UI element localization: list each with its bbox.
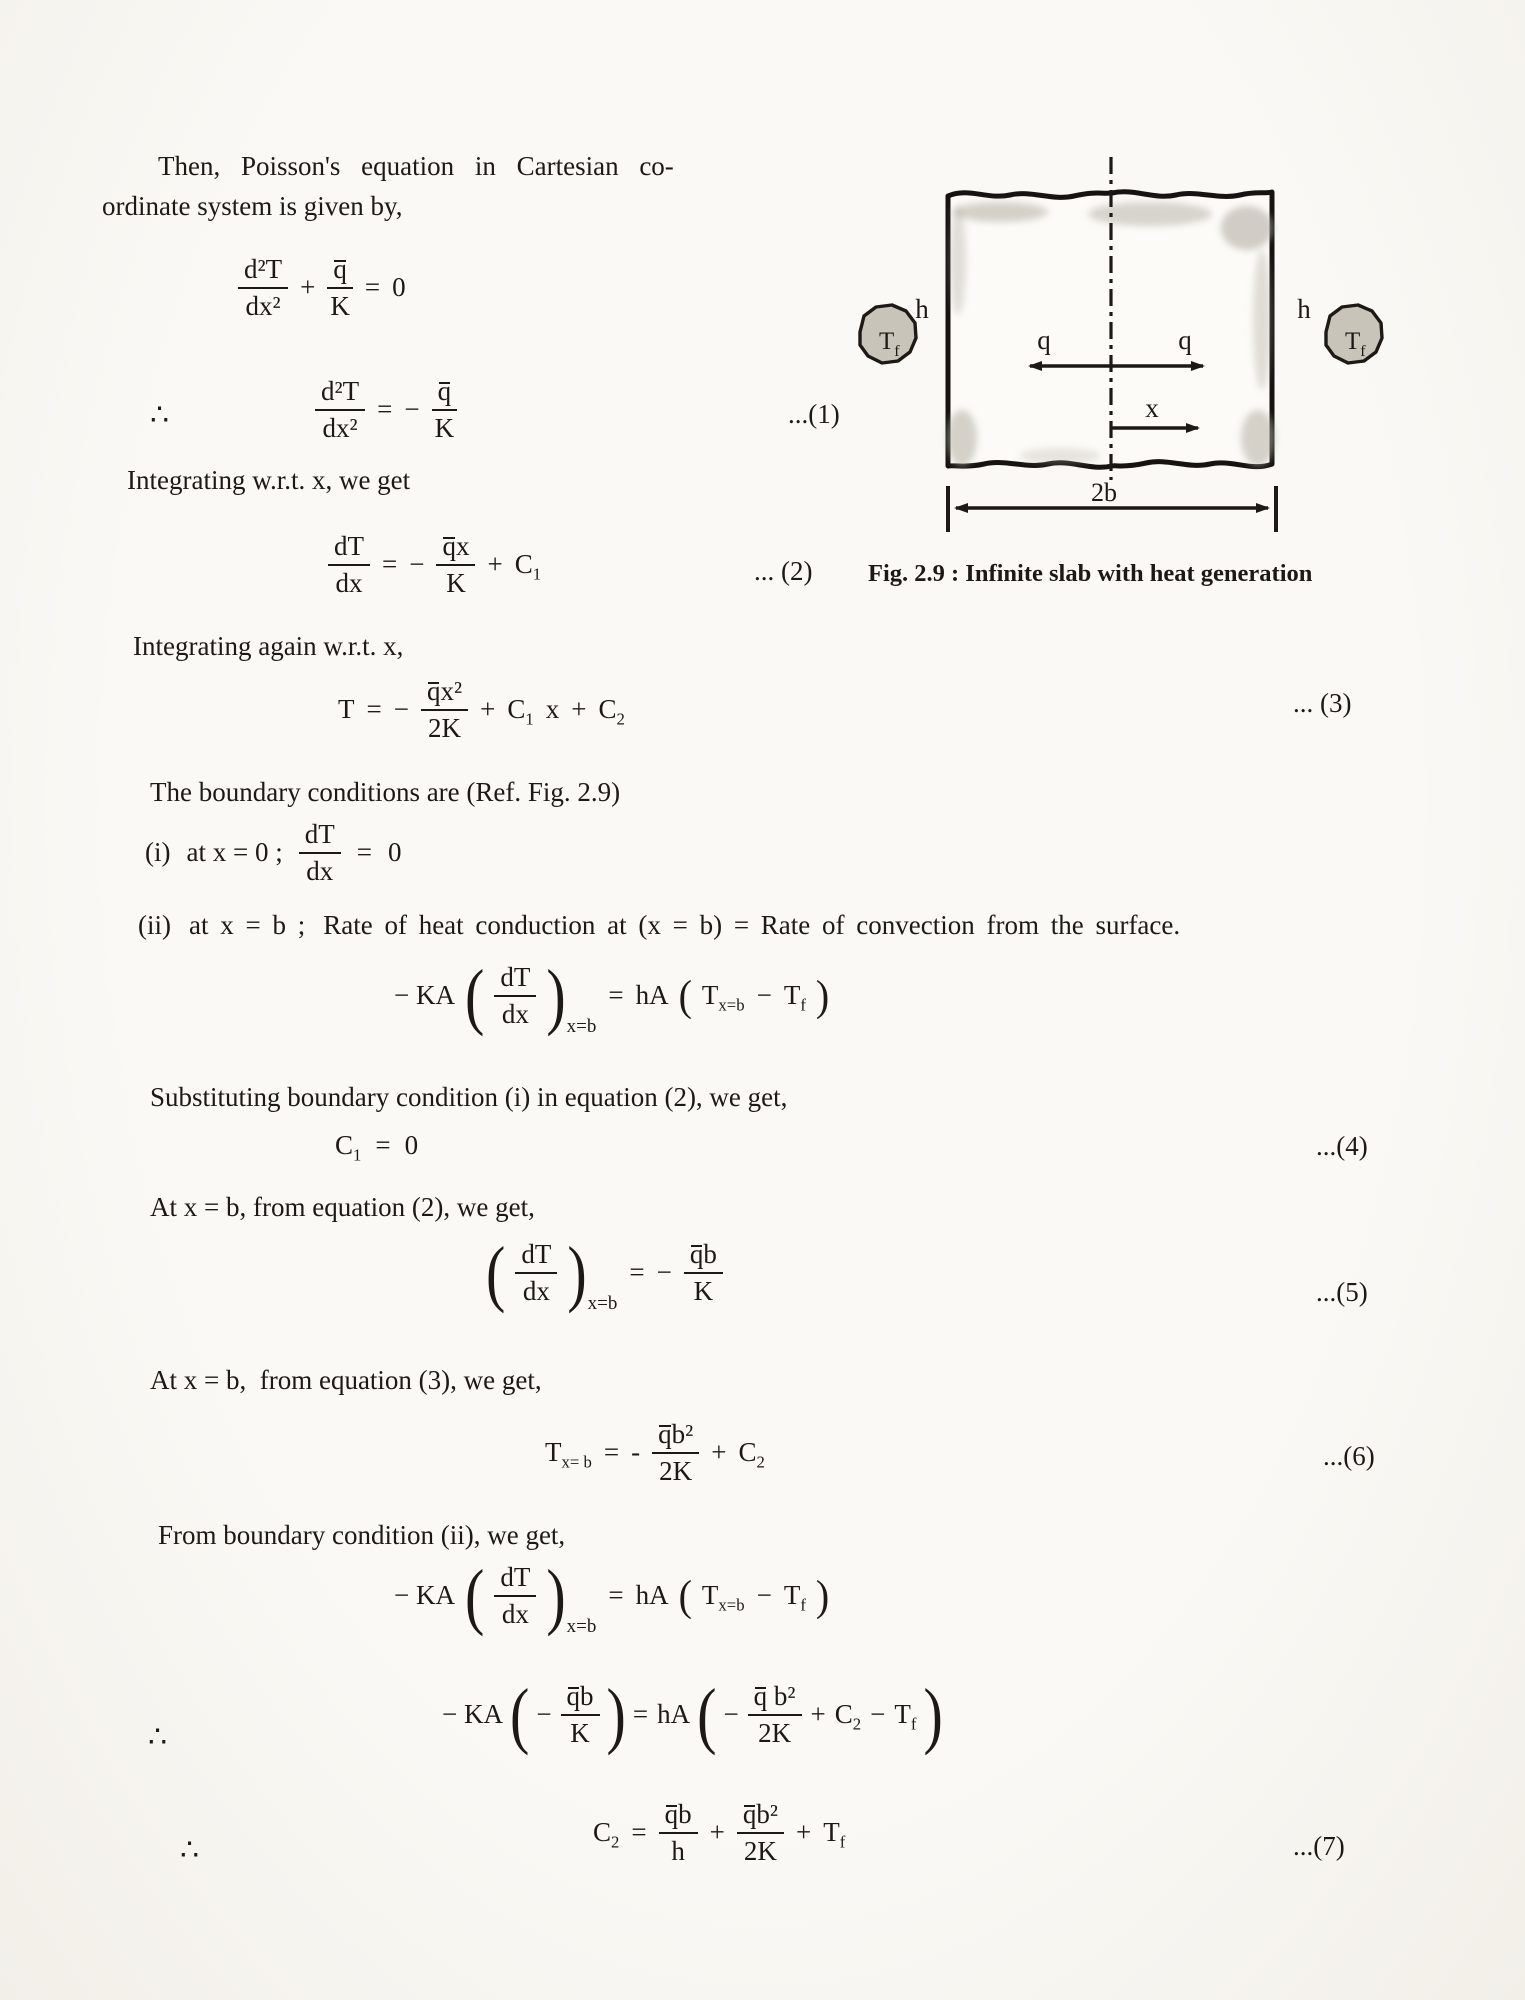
- convection-h-label-left: h: [915, 294, 929, 324]
- fraction-dT-dx: $\frac{dT}{dx}$: [494, 963, 536, 1029]
- plus-sign: +: [709, 1817, 725, 1848]
- variable-x: x: [545, 694, 560, 725]
- step-at-b-eq3: At x = b, from equation (3), we get,: [150, 1365, 542, 1395]
- equation-3: [338, 677, 625, 743]
- subscript-x-equals-b: x=b: [566, 1615, 597, 1637]
- therefore-symbol: ∴: [180, 1834, 200, 1867]
- constant-C1: $C_1$: [335, 1130, 362, 1165]
- q-bar: q: [333, 254, 347, 284]
- equals-sign: =: [382, 549, 398, 580]
- equation-number-4: ...(4): [1316, 1131, 1368, 1161]
- fraction-qb-K: q b K: [684, 1240, 723, 1306]
- equals-sign: =: [631, 1817, 647, 1848]
- boundary-condition-i: [145, 820, 401, 886]
- T-fluid: $T_f$: [783, 1580, 806, 1615]
- equation-5: ( $\frac{dT}{dx}$ ) x=b = − q b K: [488, 1240, 723, 1306]
- q-bar: q: [566, 1681, 581, 1711]
- equals-sign: =: [375, 1130, 391, 1160]
- q-bar: q: [742, 1799, 757, 1829]
- hA-term: hA: [635, 980, 669, 1011]
- figure-caption: Fig. 2.9 : Infinite slab with heat generation: [868, 560, 1313, 587]
- q-bar: q: [658, 1419, 672, 1449]
- fraction-dT-dx: $\frac{dT}{dx}$: [494, 1563, 536, 1629]
- constant-C2: $C_2$: [593, 1817, 620, 1852]
- equation-6: [545, 1420, 765, 1486]
- plus-sign: +: [300, 272, 316, 303]
- equation-1: [315, 377, 457, 443]
- step-from-bc2: From boundary condition (ii), we get,: [158, 1520, 566, 1550]
- plus-sign: +: [571, 694, 587, 725]
- equation-number-1: ...(1): [788, 399, 840, 429]
- equals-sign: =: [629, 1257, 645, 1288]
- minus-sign: −: [870, 1699, 886, 1730]
- equation-number-6: ...(6): [1323, 1441, 1375, 1471]
- equals-sign: =: [632, 1699, 649, 1730]
- T-at-b: $T_{x=b}$: [701, 980, 745, 1015]
- equals-sign: =: [377, 394, 393, 425]
- equation-number-3: ... (3): [1293, 688, 1352, 718]
- equation-conduction-convection-repeat: − KA ( $\frac{dT}{dx}$ ) x=b = hA ( $T_{x=b}$ − $T_f$ ): [394, 1553, 830, 1638]
- step-substituting: Substituting boundary condition (i) in equation (2), we get,: [150, 1082, 788, 1112]
- fraction-qb2-2K: q b² 2K: [737, 1800, 784, 1866]
- T-fluid: $T_f$: [894, 1699, 917, 1734]
- equation-number-5: ...(5): [1316, 1277, 1368, 1307]
- zero: 0: [404, 1130, 419, 1160]
- x-axis-label: x: [1145, 393, 1159, 423]
- minus-sign: −: [536, 1699, 552, 1730]
- fraction-qx-K: q x K: [436, 532, 475, 598]
- boundary-condition-ii: [138, 911, 1180, 941]
- equation-number-7: ...(7): [1293, 1831, 1345, 1861]
- subscript-x-equals-b: x=b: [587, 1292, 618, 1314]
- therefore-symbol: ∴: [150, 399, 170, 432]
- fraction-qb-h: q b h: [659, 1800, 698, 1866]
- fluid-blob-left: [860, 305, 916, 363]
- condition-description: Rate of heat conduction at (x = b) = Rate of convection from the surface.: [323, 910, 1181, 940]
- equals-sign: =: [608, 980, 624, 1011]
- minus-KA: − KA: [394, 980, 455, 1011]
- q-bar: q: [753, 1681, 768, 1711]
- T-at-b: $T_{x=b}$: [701, 1580, 745, 1615]
- T-at-b: $T_{x= b}$: [545, 1437, 592, 1472]
- minus-sign: −: [756, 980, 772, 1011]
- minus-sign: −: [409, 549, 425, 580]
- equals-sign: =: [366, 694, 382, 725]
- T-fluid: $T_f$: [823, 1817, 846, 1852]
- T-fluid: $T_f$: [783, 980, 806, 1015]
- fraction-qx2-2K: q x² 2K: [421, 677, 468, 743]
- figure-infinite-slab: [850, 140, 1410, 550]
- minus-sign: -: [631, 1437, 641, 1468]
- minus-sign: −: [756, 1580, 772, 1611]
- q-bar: q: [426, 676, 441, 706]
- equation-conduction-convection: − KA ( $\frac{dT}{dx}$ ) x=b = hA ( $T_{x=b}$ − $T_f$ ): [394, 953, 830, 1038]
- constant-C2: $C_2$: [738, 1437, 765, 1472]
- constant-C2: $C_2$: [834, 1699, 862, 1734]
- intro-line-1: Then, Poisson's equation in Cartesian co-: [158, 151, 674, 181]
- fraction-dT-dx: $\frac{dT}{dx}$: [299, 820, 341, 886]
- plus-sign: +: [487, 549, 503, 580]
- equation-2: [328, 532, 541, 598]
- fraction-q-K: $\frac{q}{K}$: [432, 377, 458, 443]
- equals-sign: =: [603, 1437, 620, 1468]
- equals-sign: =: [356, 837, 372, 868]
- q-bar: q: [689, 1239, 704, 1269]
- step-integrating-1: Integrating w.r.t. x, we get: [127, 465, 411, 495]
- minus-sign: −: [393, 694, 409, 725]
- fraction-dT-dx: $\frac{dT}{dx}$: [328, 532, 370, 598]
- step-integrating-2: Integrating again w.r.t. x,: [133, 631, 404, 661]
- fraction-d2T-dx2: $\frac{\text{d²T}}{\text{dx²}}$: [238, 255, 288, 321]
- fraction-qb-K: q b K: [561, 1682, 600, 1748]
- constant-C1: $C_1$: [514, 549, 542, 584]
- fluid-temp-label-right: $T_f$: [1345, 328, 1366, 360]
- condition-text: at x = 0 ;: [186, 837, 283, 868]
- minus-sign: −: [404, 394, 420, 425]
- convection-h-label-right: h: [1297, 294, 1311, 324]
- equals-sign: =: [608, 1580, 624, 1611]
- step-at-b-eq2: At x = b, from equation (2), we get,: [150, 1192, 535, 1222]
- item-tag-ii: (ii): [138, 910, 171, 940]
- constant-C1: $C_1$: [507, 694, 534, 729]
- temperature-T: T: [338, 694, 355, 725]
- minus-sign: −: [656, 1257, 672, 1288]
- fraction-qb2-2K: q b² 2K: [652, 1420, 699, 1486]
- plus-sign: +: [795, 1817, 812, 1848]
- hA-term: hA: [657, 1699, 691, 1730]
- fraction-d2T-dx2: $\frac{\text{d²T}}{\text{dx²}}$: [315, 377, 365, 443]
- constant-C2: $C_2$: [598, 694, 625, 729]
- heat-flux-label-right: q: [1178, 325, 1192, 355]
- plus-sign: +: [810, 1699, 826, 1730]
- item-tag-i: (i): [145, 837, 171, 868]
- equals-sign: =: [364, 272, 381, 303]
- plus-sign: +: [711, 1437, 727, 1468]
- intro-line-2: ordinate system is given by,: [102, 191, 403, 221]
- q-bar: q: [442, 531, 456, 561]
- fraction-qb2-2K: q b² 2K: [748, 1682, 802, 1748]
- fluid-temp-label: $T_f$: [879, 328, 900, 360]
- minus-sign: −: [723, 1699, 739, 1730]
- equation-7: [593, 1800, 845, 1866]
- plus-sign: +: [480, 694, 496, 725]
- therefore-symbol: ∴: [148, 1721, 168, 1754]
- fraction-q-K: $\frac{q}{K}$: [327, 255, 353, 321]
- equation-solved-for-C2-step: − KA ( − q b K ) = hA ( − q b² 2K + $C_2$ − $T_f$ ): [442, 1672, 943, 1757]
- equation-number-2: ... (2): [754, 556, 813, 586]
- fraction-dT-dx: $\frac{dT}{dx}$: [515, 1240, 557, 1306]
- equation-4: [335, 1130, 419, 1165]
- q-bar: q: [664, 1799, 679, 1829]
- zero: 0: [387, 837, 402, 868]
- minus-KA: − KA: [442, 1699, 503, 1730]
- zero: 0: [392, 272, 406, 303]
- condition-text: at x = b ;: [189, 910, 306, 940]
- dimension-2b-label: 2b: [1091, 478, 1117, 507]
- equation-poisson: [238, 255, 406, 321]
- heat-flux-label-left: q: [1037, 325, 1051, 355]
- subscript-x-equals-b: x=b: [566, 1015, 597, 1037]
- minus-KA: − KA: [394, 1580, 455, 1611]
- boundary-conditions-intro: The boundary conditions are (Ref. Fig. 2.9): [150, 777, 621, 807]
- q-bar: q: [437, 376, 452, 406]
- hA-term: hA: [635, 1580, 669, 1611]
